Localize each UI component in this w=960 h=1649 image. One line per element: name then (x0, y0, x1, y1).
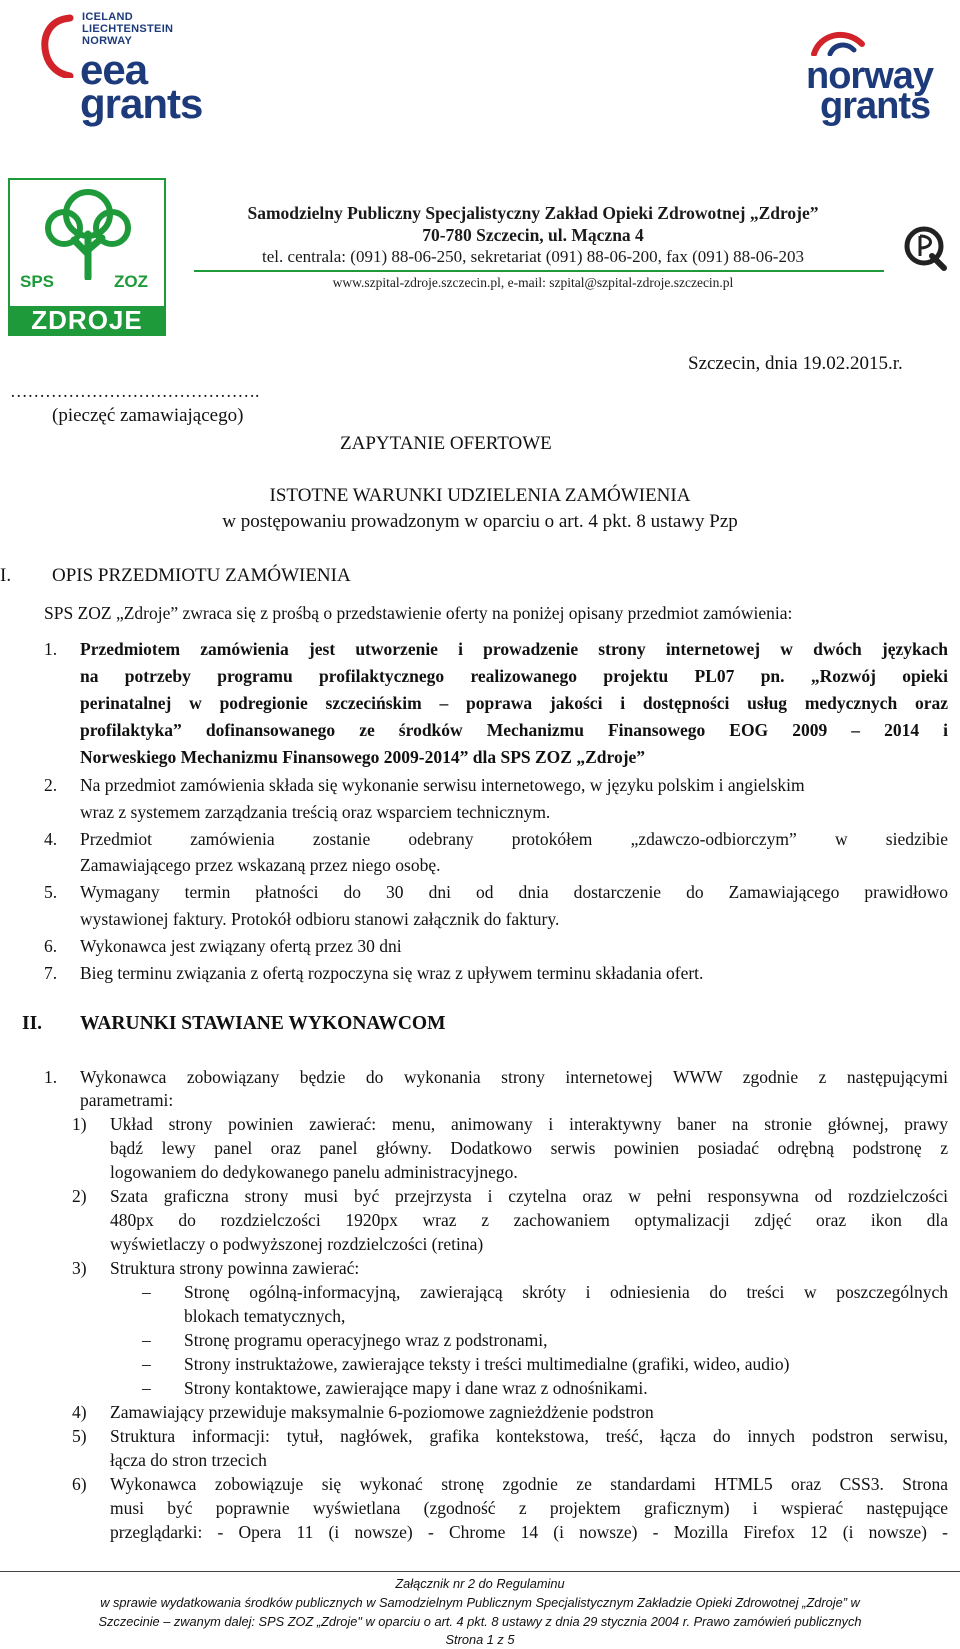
s2-param-5-line-1: Struktura informacji: tytuł, nagłówek, grafika kontekstowa, treść, łącza do innych podstron serwisu, (110, 1426, 948, 1446)
place-date: Szczecin, dnia 19.02.2015.r. (688, 353, 903, 374)
section-1-intro: SPS ZOZ „Zdroje” zwraca się z prośbą o przedstawienie oferty na poniżej opisany przedmiot zamówienia: (44, 603, 793, 623)
s2-param-5-number: 5) (72, 1426, 87, 1446)
document-title: ZAPYTANIE OFERTOWE (340, 433, 552, 454)
s2-param-3-text: Struktura strony powinna zawierać: (110, 1258, 360, 1278)
bullet-1-line-1: Stronę ogólną-informacyjną, zawierającą skróty i odniesienia do treści w poszczególnych (184, 1282, 948, 1302)
institution-phones: tel. centrala: (091) 88-06-250, sekretariat (091) 88-06-200, fax (091) 88-06-203 (262, 247, 804, 266)
section-1-title: OPIS PRZEDMIOTU ZAMÓWIENIA (52, 565, 351, 586)
norway-grants-logo (806, 30, 960, 130)
s2-item-1-line-1: Wykonawca zobowiązany będzie do wykonania strony internetowej WWW zgodnie z następującymi (80, 1067, 948, 1087)
header-divider (194, 270, 884, 272)
s1-item-6-text: Wykonawca jest związany ofertą przez 30 dni (80, 936, 402, 956)
eea-grants-logo (40, 10, 210, 127)
s2-param-1-line-3: logowaniem do dedykowanego panelu administracyjnego. (110, 1162, 518, 1182)
bullet-dash: – (142, 1354, 151, 1374)
eea-word: eea (80, 46, 148, 93)
stamp-label: (pieczęć zamawiającego) (52, 405, 244, 426)
footer-divider (0, 1571, 960, 1572)
sps-label: SPS (20, 272, 55, 291)
s2-param-2-line-3: wyświetlaczy o podwyższonej rozdzielczości (retina) (110, 1234, 484, 1254)
s2-param-3-number: 3) (72, 1258, 87, 1278)
s1-item-1-line-2: na potrzeby programu profilaktycznego realizowanego projektu PL07 pn. „Rozwój opieki (80, 666, 948, 686)
quality-q-icon (900, 222, 950, 272)
s2-param-6-line-3: przeglądarki: - Opera 11 (i nowsze) - Chrome 14 (i nowsze) - Mozilla Firefox 12 (i nowsze) - (110, 1522, 948, 1542)
s1-item-7-number: 7. (44, 963, 58, 983)
s1-item-2-line-1: Na przedmiot zamówienia składa się wykonanie serwisu internetowego, w języku polskim i angielskim (80, 775, 805, 795)
bullet-dash: – (142, 1282, 151, 1302)
eea-country-3: NORWAY (82, 35, 133, 47)
s2-param-2-line-2: 480px do rozdzielczości 1920px wraz z zachowaniem optymalizacji zdjęć oraz ikon dla (110, 1210, 948, 1230)
s1-item-1-number: 1. (44, 639, 58, 659)
s2-param-5-line-2: łącza do stron trzecich (110, 1450, 267, 1470)
s1-item-1-line-3: perinatalnej w podregionie szczecińskim – poprawa jakości i dostępności usług medycznych oraz (80, 693, 948, 713)
s1-item-4-line-2: Zamawiającego przez wskazaną przez niego osobę. (80, 855, 441, 875)
subtitle-2: w postępowaniu prowadzonym w oparciu o art. 4 pkt. 8 ustawy Pzp (222, 511, 738, 532)
s2-param-4-text: Zamawiający przewiduje maksymalnie 6-poziomowe zagnieżdżenie podstron (110, 1402, 654, 1422)
s2-item-1-number: 1. (44, 1067, 58, 1087)
norway-arc-icon (810, 30, 880, 56)
eea-country-1: ICELAND (82, 11, 133, 23)
eea-swoosh-icon (40, 14, 74, 78)
s2-param-1-line-1: Układ strony powinien zawierać: menu, animowany i interaktywny baner na stronie głównej, prawy (110, 1114, 948, 1134)
s2-param-2-number: 2) (72, 1186, 87, 1206)
sps-zoz-zdroje-logo (8, 178, 166, 336)
s1-item-4-line-1: Przedmiot zamówienia zostanie odebrany protokółem „zdawczo-odbiorczym” w siedzibie (80, 829, 948, 849)
institution-address: 70-780 Szczecin, ul. Mączna 4 (422, 225, 644, 245)
zoz-label: ZOZ (114, 272, 148, 291)
bullet-4: Strony kontaktowe, zawierające mapy i dane wraz z odnośnikami. (184, 1378, 648, 1398)
s1-item-1-line-4: profilaktyka” dofinansowanego ze środków Mechanizmu Finansowego EOG 2009 – 2014 i (80, 720, 948, 740)
s2-param-2-line-1: Szata graficzna strony musi być przejrzysta i czytelna oraz w pełni responsywna od rozdzielczości (110, 1186, 948, 1206)
norway-word: norway (806, 55, 934, 97)
bullet-1-line-2: blokach tematycznych, (184, 1306, 346, 1326)
s2-param-1-line-2: bądź lewy panel oraz panel główny. Dodatkowo serwis powinien posiadać odrębną podstronę z (110, 1138, 948, 1158)
page-number: Strona 1 z 5 (445, 1632, 515, 1647)
institution-name: Samodzielny Publiczny Specjalistyczny Zakład Opieki Zdrowotnej „Zdroje” (247, 203, 819, 223)
s1-item-4-number: 4. (44, 829, 58, 849)
bullet-dash: – (142, 1378, 151, 1398)
subtitle-1: ISTOTNE WARUNKI UDZIELENIA ZAMÓWIENIA (269, 485, 691, 506)
s1-item-5-line-2: wystawionej faktury. Protokół odbioru stanowi załącznik do faktury. (80, 909, 560, 929)
footer-line-2: w sprawie wydatkowania środków publicznych w Samodzielnym Publicznym Specjalistycznym Zakładzie Opieki Zdrowotnej „Zdroje” w (100, 1595, 860, 1610)
s1-item-5-line-1: Wymagany termin płatności do 30 dni od dnia dostarczenie do Zamawiającego prawidłowo (80, 882, 948, 902)
s2-param-6-line-1: Wykonawca zobowiązuje się wykonać stronę zgodnie ze standardami HTML5 oraz CSS3. Strona (110, 1474, 948, 1494)
bullet-dash: – (142, 1330, 151, 1350)
bullet-3: Strony instruktażowe, zawierające teksty i treści multimedialne (grafiki, wideo, audio) (184, 1354, 790, 1374)
norway-grants-word: grants (820, 85, 931, 127)
footer-line-1: Załącznik nr 2 do Regulaminu (395, 1576, 565, 1591)
s1-item-1-line-1: Przedmiotem zamówienia jest utworzenie i prowadzenie strony internetowej w dwóch językach (80, 639, 948, 659)
s2-param-6-number: 6) (72, 1474, 87, 1494)
bullet-2: Stronę programu operacyjnego wraz z podstronami, (184, 1330, 548, 1350)
tree-icon (34, 184, 142, 280)
section-2-title: WARUNKI STAWIANE WYKONAWCOM (80, 1013, 446, 1034)
s1-item-2-line-2: wraz z systemem zarządzania treścią oraz wsparciem technicznym. (80, 802, 551, 822)
s1-item-7-text: Bieg terminu związania z ofertą rozpoczyna się wraz z upływem terminu składania ofert. (80, 963, 704, 983)
s1-item-5-number: 5. (44, 882, 58, 902)
eea-country-2: LIECHTENSTEIN (82, 23, 174, 35)
stamp-dots: ……………………………………. (10, 381, 260, 401)
s1-item-2-number: 2. (44, 775, 58, 795)
s2-item-1-line-2: parametrami: (80, 1090, 174, 1110)
s1-item-1-line-5: Norweskiego Mechanizmu Finansowego 2009-2014” dla SPS ZOZ „Zdroje” (80, 747, 646, 767)
s1-item-6-number: 6. (44, 936, 58, 956)
s2-param-1-number: 1) (72, 1114, 87, 1134)
institution-web: www.szpital-zdroje.szczecin.pl, e-mail: szpital@szpital-zdroje.szczecin.pl (332, 275, 734, 290)
s2-param-4-number: 4) (72, 1402, 87, 1422)
zdroje-label: ZDROJE (10, 306, 164, 334)
footer-line-3: Szczecinie – zwanym dalej: SPS ZOZ „Zdroje" w oparciu o art. 4 pkt. 8 ustawy z dnia 29 stycznia 2004 r. Prawo zamówień publicznych (98, 1614, 862, 1629)
section-1-number: I. (0, 565, 12, 586)
eea-grants-word: grants (80, 80, 203, 127)
s2-param-6-line-2: musi być poprawnie wyświetlana (zgodność z projektem graficznym) i wspierać następujące (110, 1498, 948, 1518)
section-2-number: II. (22, 1013, 43, 1034)
